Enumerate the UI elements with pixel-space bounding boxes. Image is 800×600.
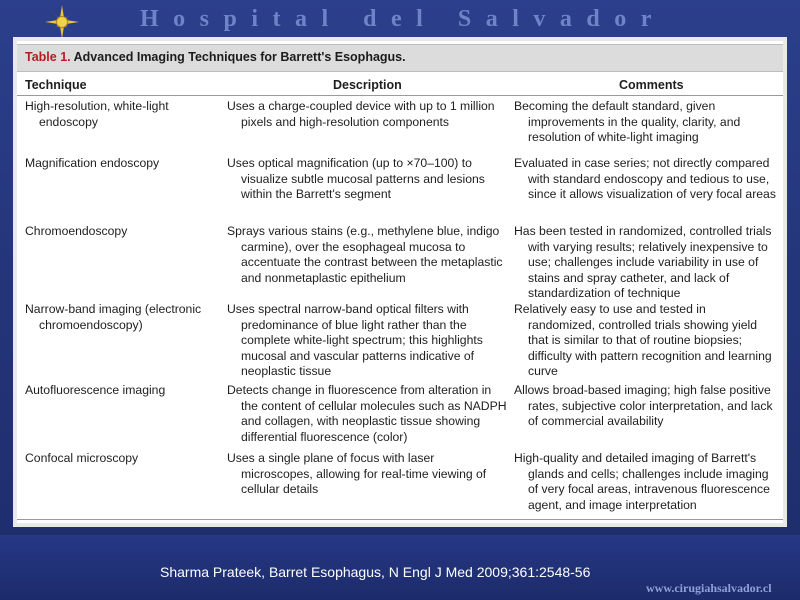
technique-cell: Confocal microscopy (25, 451, 139, 465)
column-header-description: Description (333, 78, 402, 92)
slide-panel (13, 37, 787, 527)
header-divider (17, 95, 783, 96)
hospital-title: Hospital del Salvador (140, 6, 666, 32)
technique-cell: Chromoendoscopy (25, 224, 128, 238)
table-caption-bar (17, 44, 783, 72)
website-url: www.cirugiahsalvador.cl (646, 581, 772, 595)
description-cell: Uses spectral narrow-band optical filters with predominance of blue light rather than the complete white-light spectrum; this highlights mucosal and vascular patterns indicative of neoplastic tissue (227, 302, 483, 379)
table-caption (25, 50, 406, 64)
table-bottom-rule (17, 519, 783, 520)
technique-cell: Magnification endoscopy (25, 156, 160, 170)
comments-cell: Allows broad-based imaging; high false positive rates, subjective color interpretation, and lack of commercial availability (514, 383, 773, 429)
table-caption-text: Advanced Imaging Techniques for Barrett's Esophagus. (70, 50, 406, 64)
citation-text: Sharma Prateek, Barret Esophagus, N Engl J Med 2009;361:2548-56 (160, 564, 591, 580)
table-caption-number: Table 1. (25, 50, 71, 64)
column-header-comments: Comments (619, 78, 684, 92)
comments-cell: High-quality and detailed imaging of Barrett's glands and cells; challenges include imaging of very focal areas, intravenous fluorescence agent, and image interpretation (514, 451, 770, 512)
table-card (17, 41, 783, 523)
description-cell: Uses a single plane of focus with laser microscopes, allowing for real-time viewing of cellular details (227, 451, 487, 497)
technique-cell: High-resolution, white-light endoscopy (25, 99, 169, 129)
comments-cell: Has been tested in randomized, controlled trials with varying results; relatively inexpensive to use; challenges include variability in use of stains and spray catheter, and lack of standardization of technique (514, 224, 772, 301)
technique-cell: Narrow-band imaging (electronic chromoendoscopy) (25, 302, 202, 332)
technique-cell: Autofluorescence imaging (25, 383, 166, 397)
description-cell: Uses optical magnification (up to ×70–100) to visualize subtle mucosal patterns and lesions within the Barrett's segment (227, 156, 485, 202)
comments-cell: Evaluated in case series; not directly compared with standard endoscopy and tedious to use, since it allows visualization of very focal areas (514, 156, 776, 202)
comments-cell: Becoming the default standard, given improvements in the quality, clarity, and resolution of white-light imaging (514, 99, 741, 145)
comments-cell: Relatively easy to use and tested in randomized, controlled trials showing yield that is similar to that of routine biopsies; difficulty with pattern recognition and learning curve (514, 302, 772, 379)
description-cell: Sprays various stains (e.g., methylene blue, indigo carmine), over the esophageal mucosa to accentuate the contrast between the metaplastic and nonmetaplastic epithelium (227, 224, 503, 285)
hospital-logo-icon (44, 4, 80, 40)
description-cell: Uses a charge-coupled device with up to 1 million pixels and high-resolution components (227, 99, 495, 129)
description-cell: Detects change in fluorescence from alteration in the content of cellular molecules such as NADPH and collagen, with neoplastic tissue showing differential fluorescence (color) (227, 383, 507, 444)
column-header-technique: Technique (25, 78, 87, 92)
